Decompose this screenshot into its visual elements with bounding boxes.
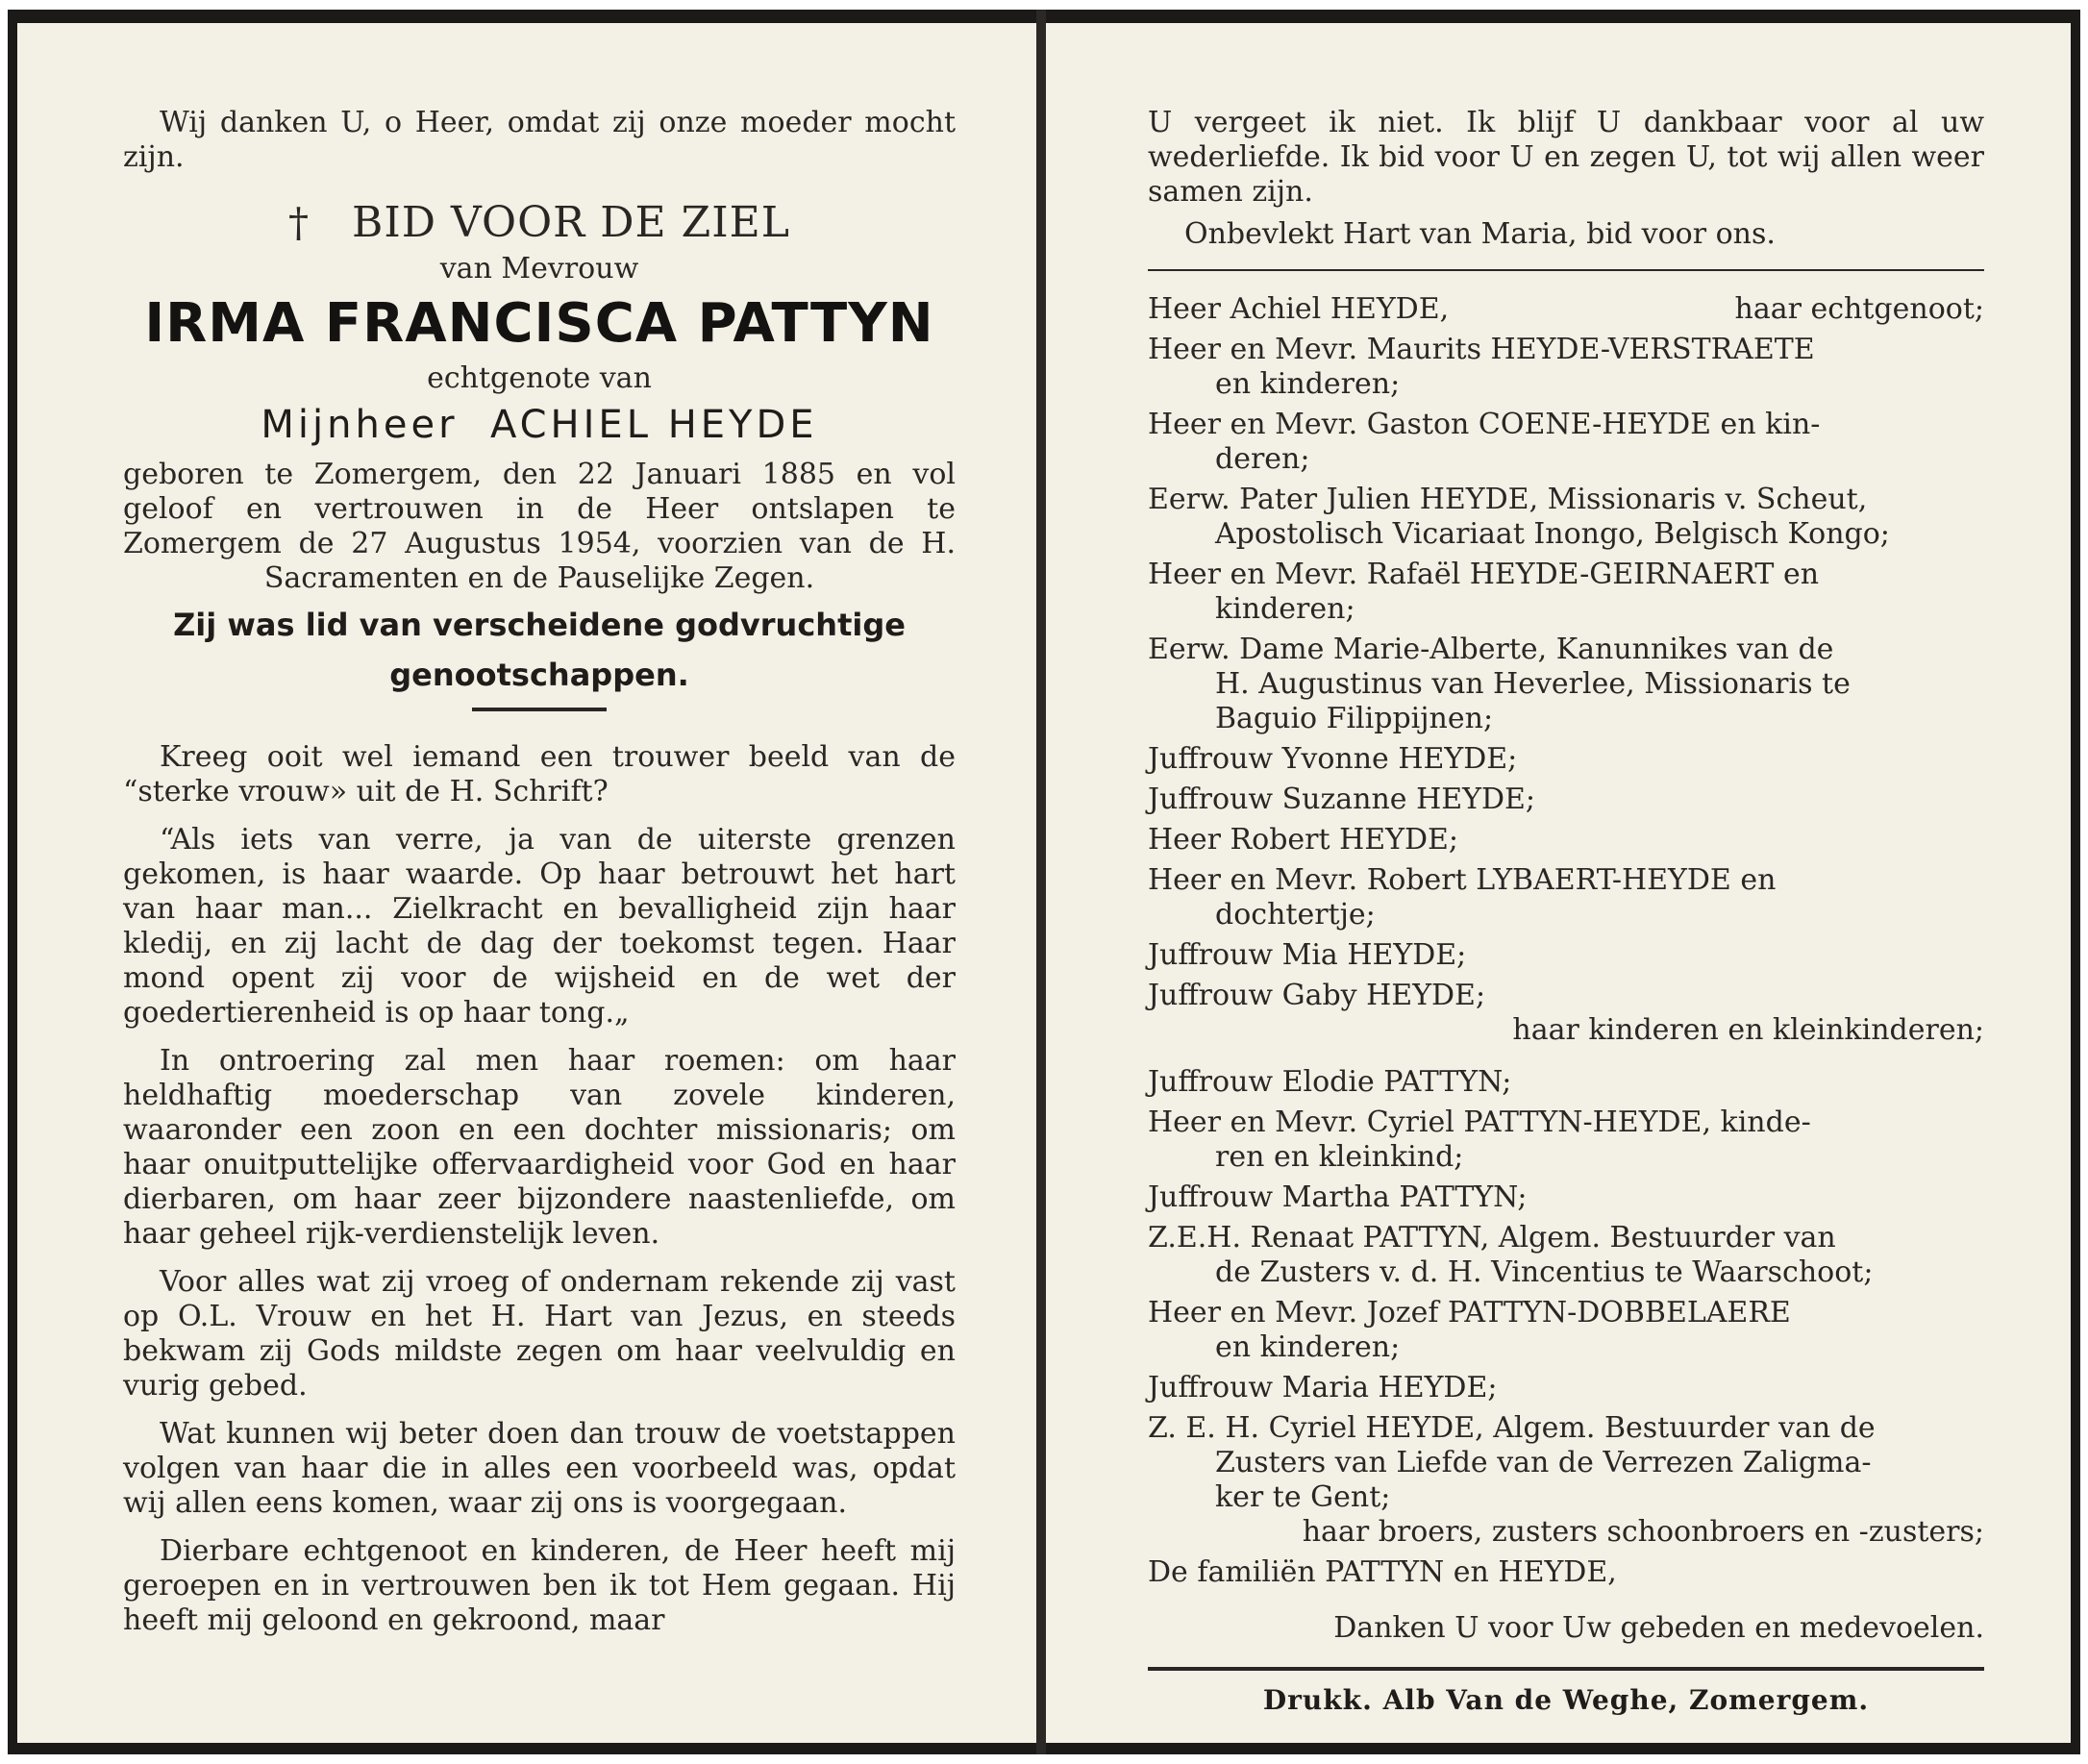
family-entry — [1148, 1106, 1984, 1175]
entry-line: Heer Robert HEYDE; — [1148, 823, 1459, 857]
divider — [1148, 1667, 1984, 1671]
continuation-text: U vergeet ik niet. Ik blijf U dankbaar voor al uw wederliefde. Ik bid voor U en zegen U, tot wij allen weer samen zijn. — [1148, 106, 1984, 209]
entry-line: Heer en Mevr. Rafaël HEYDE-GEIRNAERT en — [1148, 558, 1820, 591]
family-entry — [1148, 742, 1984, 777]
entry-line: kinderen; — [1215, 592, 1355, 626]
entry-line: Heer en Mevr. Gaston COENE-HEYDE en kin- — [1148, 408, 1821, 441]
bio-text: geboren te Zomergem, den 22 Januari 1885 en vol geloof en vertrouwen in de Heer ontslapen te Zomergem de 27 Augustus 1954, voorzien van de H. Sacramenten en de Pauselijke Zegen. — [123, 458, 956, 595]
children-summary: haar kinderen en kleinkinderen; — [1512, 1013, 1984, 1047]
entry-line: Z. E. H. Cyriel HEYDE, Algem. Bestuurder van de — [1148, 1411, 1876, 1445]
family-entry — [1148, 1371, 1984, 1405]
family-entry — [1148, 1221, 1984, 1290]
family-entry — [1148, 633, 1984, 736]
family-entry — [1148, 783, 1984, 817]
divider — [1148, 269, 1984, 271]
printer-credit: Drukk. Alb Van de Weghe, Zomergem. — [1262, 1684, 1870, 1716]
family-entry — [1148, 1555, 1984, 1590]
family-entry — [1148, 408, 1984, 477]
family-entry — [1148, 1411, 1984, 1550]
family-entry — [1148, 863, 1984, 932]
family-entry — [1148, 938, 1984, 973]
entry-line: deren; — [1215, 442, 1310, 476]
entry-line: Juffrouw Suzanne HEYDE; — [1148, 783, 1536, 816]
entry-line: Heer en Mevr. Cyriel PATTYN-HEYDE, kinde- — [1148, 1106, 1811, 1139]
divider — [472, 708, 607, 711]
right-column — [1148, 106, 1984, 1716]
entry-line: ren en kleinkind; — [1215, 1140, 1464, 1174]
husband-line — [123, 398, 956, 452]
entry-line: Baguio Filippijnen; — [1215, 702, 1494, 735]
entry-line: Eerw. Pater Julien HEYDE, Missionaris v. Scheut, — [1148, 483, 1868, 516]
family-entry — [1148, 333, 1984, 402]
cross-icon: † — [288, 199, 311, 246]
entry-line: en kinderen; — [1215, 1330, 1401, 1364]
entry-line: Heer en Mevr. Robert LYBAERT-HEYDE en — [1148, 863, 1777, 897]
husband-prefix: Mijnheer — [261, 403, 459, 447]
left-panel — [17, 23, 1036, 1743]
family-entry — [1148, 823, 1984, 857]
paragraph: Voor alles wat zij vroeg of ondernam rekende zij vast op O.L. Vrouw en het H. Hart van Jezus, en steeds bekwam zij Gods mildste zegen om haar veelvuldig en vurig gebed. — [123, 1265, 956, 1403]
paragraph: Dierbare echtgenoot en kinderen, de Heer heeft mij geroepen en in vertrouwen ben ik tot Hem gegaan. Hij heeft mij geloond en gekroond, maar — [123, 1534, 956, 1637]
paragraph: Wat kunnen wij beter doen dan trouw de voetstappen volgen van haar die in alles een voorbeeld was, opdat wij allen eens komen, waar zij ons is voorgegaan. — [123, 1417, 956, 1520]
paragraph: In ontroering zal men haar roemen: om haar heldhaftig moederschap van zovele kinderen, waaronder een zoon en een dochter missionaris; om haar onuitputtelijke offervaardigheid voor God en haar dierbaren, om haar zeer bijzondere naastenliefde, om haar geheel rijk-verdienstelijk leven. — [123, 1044, 956, 1251]
paragraph: “Als iets van verre, ja van de uiterste grenzen gekomen, is haar waarde. Op haar betrouwt het hart van haar man... Zielkracht en bevalligheid zijn haar kledij, en zij lacht de dag der toekomst tegen. Haar mond opent zij voor de wijsheid en de wet der goedertierenheid is op haar tong.„ — [123, 823, 956, 1030]
siblings-summary: haar broers, zusters schoonbroers en -zusters; — [1302, 1515, 1984, 1549]
family-entry — [1148, 558, 1984, 627]
entry-line: Eerw. Dame Marie-Alberte, Kanunnikes van de — [1148, 633, 1834, 666]
entry-line: H. Augustinus van Heverlee, Missionaris te — [1215, 667, 1851, 701]
entry-line: Juffrouw Mia HEYDE; — [1148, 938, 1467, 972]
entry-line: Apostolisch Vicariaat Inongo, Belgisch Kongo; — [1215, 517, 1890, 551]
prayer-text: Onbevlekt Hart van Maria, bid voor ons. — [1184, 217, 1776, 251]
entry-line: Juffrouw Elodie PATTYN; — [1148, 1065, 1512, 1099]
entry-line: ker te Gent; — [1215, 1480, 1391, 1514]
family-entry — [1148, 1065, 1984, 1100]
entry-line: Juffrouw Yvonne HEYDE; — [1148, 742, 1518, 776]
entry-line: Z.E.H. Renaat PATTYN, Algem. Bestuurder van — [1148, 1221, 1836, 1255]
echtgenote-van: echtgenote van — [427, 361, 652, 395]
left-column — [123, 106, 956, 1638]
husband-name: ACHIEL HEYDE — [489, 403, 818, 447]
entry-line: Juffrouw Gaby HEYDE; — [1148, 979, 1486, 1012]
entry-line: de Zusters v. d. H. Vincentius te Waarschoot; — [1215, 1255, 1874, 1289]
family-entry — [1148, 979, 1984, 1048]
member-line-1: Zij was lid van verscheidene godvruchtige — [173, 607, 906, 643]
thanks-text: Danken U voor Uw gebeden en medevoelen. — [1333, 1611, 1984, 1645]
family-entry — [1148, 292, 1984, 327]
van-mevrouw: van Mevrouw — [439, 252, 639, 286]
memorial-card — [8, 10, 2080, 1754]
entry-line: Juffrouw Maria HEYDE; — [1148, 1371, 1498, 1404]
bid-heading — [123, 196, 956, 250]
entry-line: dochtertje; — [1215, 898, 1376, 932]
families-line: De familiën PATTYN en HEYDE, — [1148, 1555, 1617, 1589]
fold-line — [1036, 10, 1046, 1754]
family-entry — [1148, 1296, 1984, 1365]
entry-name: Heer Achiel HEYDE, — [1148, 292, 1450, 326]
deceased-name: IRMA FRANCISCA PATTYN — [144, 292, 934, 355]
entry-line: Heer en Mevr. Maurits HEYDE-VERSTRAETE — [1148, 333, 1815, 366]
family-entry — [1148, 1180, 1984, 1215]
intro-text: Wij danken U, o Heer, omdat zij onze moeder mocht zijn. — [123, 106, 956, 174]
entry-relation: haar echtgenoot; — [1734, 292, 1984, 326]
paragraph: Kreeg ooit wel iemand een trouwer beeld van de “sterke vrouw» uit de H. Schrift? — [123, 740, 956, 808]
entry-line: en kinderen; — [1215, 367, 1401, 401]
entry-line: Heer en Mevr. Jozef PATTYN-DOBBELAERE — [1148, 1296, 1791, 1329]
bid-heading-text: BID VOOR DE ZIEL — [352, 198, 790, 247]
right-panel — [1046, 23, 2071, 1743]
entry-line: Zusters van Liefde van de Verrezen Zaligma- — [1215, 1446, 1872, 1479]
entry-line: Juffrouw Martha PATTYN; — [1148, 1180, 1528, 1214]
member-line-2: genootschappen. — [389, 657, 689, 693]
family-entry — [1148, 483, 1984, 552]
